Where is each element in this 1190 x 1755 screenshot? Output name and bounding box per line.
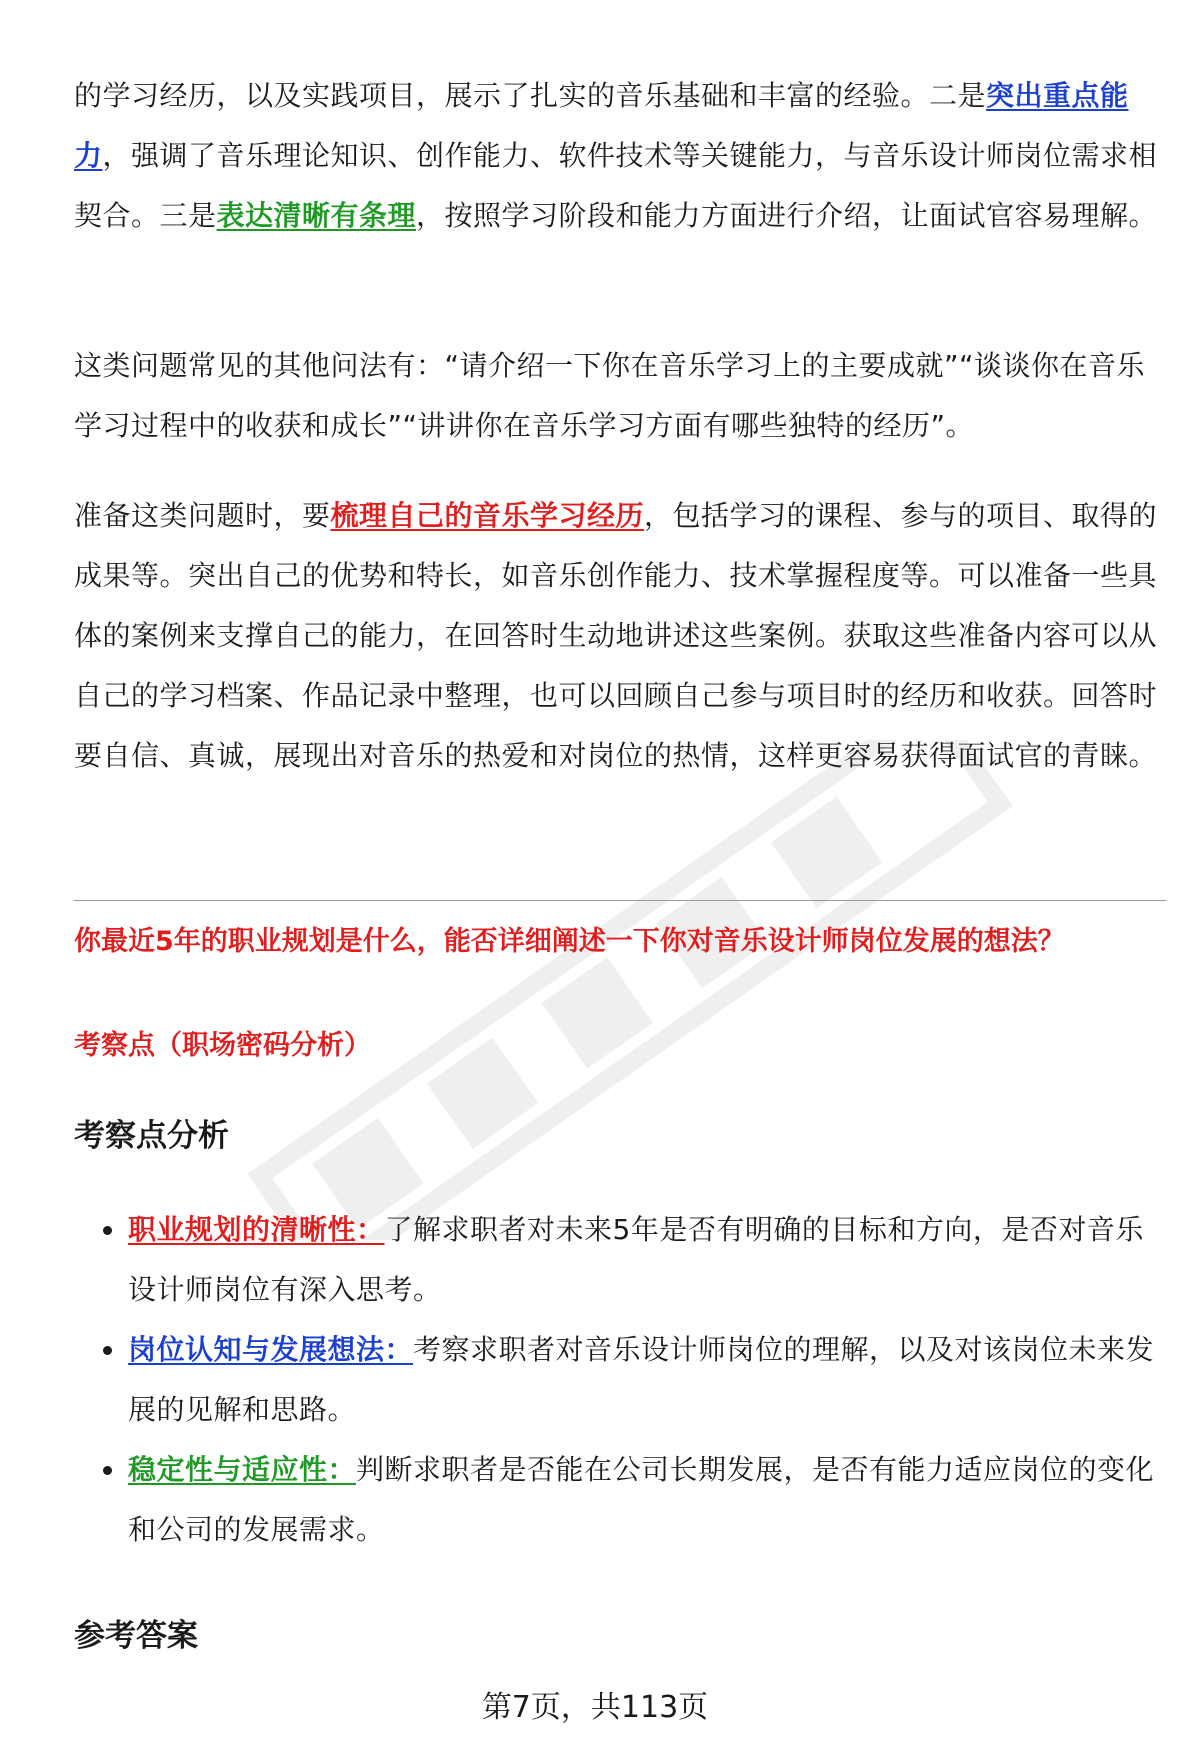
paragraph-preparation-tips xyxy=(74,486,1166,786)
analysis-item xyxy=(74,1320,1166,1440)
bullet-icon xyxy=(103,1346,112,1355)
analysis-item xyxy=(74,1200,1166,1320)
paragraph1-text-c: ，按照学习阶段和能力方面进行介绍，让面试官容易理解。 xyxy=(416,199,1158,232)
analysis-list xyxy=(74,1200,1166,1560)
highlight-music-learning: 梳理自己的音乐学习经历 xyxy=(330,499,645,532)
analysis-item-label: 稳定性与适应性： xyxy=(128,1453,357,1486)
paragraph3-text-b: ，包括学习的课程、参与的项目、取得的成果等。突出自己的优势和特长，如音乐创作能力、技术掌握程度等。可以准备一些具体的案例来支撑自己的能力，在回答时生动地讲述这些案例。获取这些准备内容可以从自己的学习档案、作品记录中整理，也可以回顾自己参与项目时的经历和收获。回答时要自信、真诚，展现出对音乐的热爱和对岗位的热情，这样更容易获得面试官的青睐。 xyxy=(74,499,1158,772)
analysis-heading: 考察点分析 xyxy=(74,1118,229,1154)
exam-point-label: 考察点（职场密码分析） xyxy=(74,1030,371,1061)
analysis-item-text: 判断求职者是否能在公司长期发展，是否有能力适应岗位的变化和公司的发展需求。 xyxy=(128,1453,1155,1546)
paragraph1-text-a: 的学习经历，以及实践项目，展示了扎实的音乐基础和丰富的经验。二是 xyxy=(74,79,987,112)
bullet-icon xyxy=(103,1466,112,1475)
analysis-item-text: 考察求职者对音乐设计师岗位的理解，以及对该岗位未来发展的见解和思路。 xyxy=(128,1333,1155,1426)
analysis-item xyxy=(74,1440,1166,1560)
reference-answer-heading: 参考答案 xyxy=(74,1618,198,1654)
highlight-key-abilities: 突出重点能力 xyxy=(74,79,1129,172)
bullet-icon xyxy=(103,1226,112,1235)
watermark xyxy=(180,740,1080,1240)
analysis-item-text: 了解求职者对未来5年是否有明确的目标和方向，是否对音乐设计师岗位有深入思考。 xyxy=(128,1213,1144,1306)
section-divider xyxy=(74,900,1166,901)
page-footer: 第7页，共113页 xyxy=(481,1690,709,1725)
watermark-graphic xyxy=(180,740,1080,1240)
interview-question: 你最近5年的职业规划是什么，能否详细阐述一下你对音乐设计师岗位发展的想法？ xyxy=(74,926,1065,957)
analysis-item-label: 职业规划的清晰性： xyxy=(128,1213,385,1246)
highlight-clear-expression: 表达清晰有条理 xyxy=(216,199,417,232)
analysis-item-label: 岗位认知与发展想法： xyxy=(128,1333,414,1366)
paragraph3-text-a: 准备这类问题时，要 xyxy=(74,499,331,532)
paragraph1-text-b: ，强调了音乐理论知识、创作能力、软件技术等关键能力，与音乐设计师岗位需求相契合。三是 xyxy=(74,139,1158,232)
paragraph-answer-summary xyxy=(74,66,1166,246)
paragraph-alternative-questions: 这类问题常见的其他问法有：“请介绍一下你在音乐学习上的主要成就”“谈谈你在音乐学习过程中的收获和成长”“讲讲你在音乐学习方面有哪些独特的经历”。 xyxy=(74,349,1146,442)
